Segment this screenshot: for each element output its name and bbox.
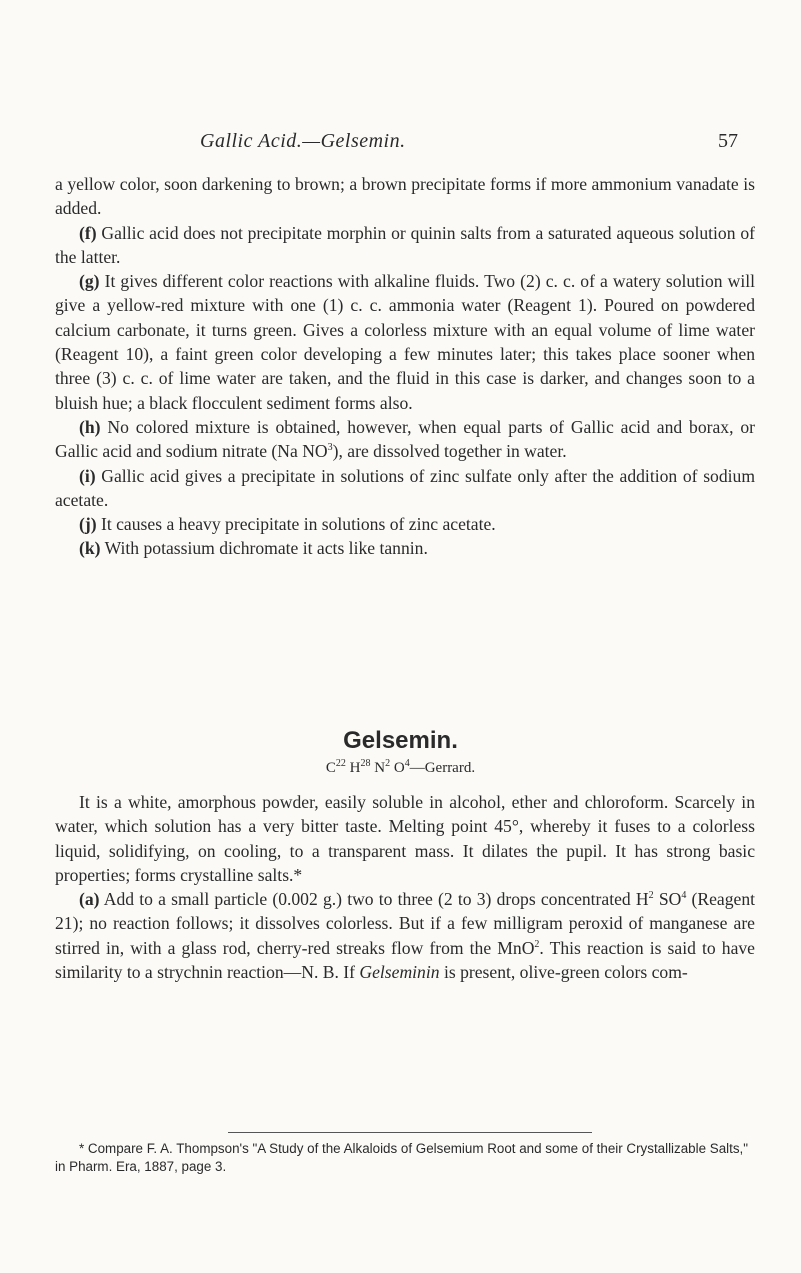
item-k-text: With potassium dichromate it acts like tannin. — [100, 538, 428, 559]
item-a-text-1: Add to a small particle (0.002 g.) two to three (2 to 3) drops concentrated H — [99, 889, 649, 910]
formula-o: O — [390, 760, 405, 776]
footnote — [55, 1140, 755, 1176]
item-h — [55, 415, 755, 464]
item-a-text-3: (Reagent 21); no reaction follows; it dissolves colorless. But if a few milligram peroxid of manganese are stirred in, with a glass rod, cherry-red streaks flow from the MnO — [55, 889, 756, 958]
item-h-label: (h) — [79, 416, 101, 437]
item-g-label: (g) — [79, 271, 100, 292]
formula-c: C — [325, 760, 336, 776]
item-j-label: (j) — [79, 514, 97, 535]
gallic-acid-section — [55, 172, 755, 561]
gelsemin-section — [55, 790, 755, 984]
item-a-text-4: . This reaction is said to have similarity to a strychnin reaction—N. B. If — [55, 937, 755, 983]
item-a-label: (a) — [79, 889, 100, 910]
item-f-text: Gallic acid does not precipitate morphin or quinin salts from a saturated aqueous solution of the latter. — [55, 222, 755, 267]
footnote-divider — [228, 1132, 592, 1133]
item-k — [55, 536, 755, 560]
item-h-superscript: 3 — [327, 442, 333, 454]
formula-author: —Gerrard. — [409, 760, 476, 776]
formula-n: N — [370, 760, 386, 776]
item-f — [55, 221, 755, 270]
running-title: Gallic Acid.—Gelsemin. — [200, 130, 406, 152]
item-j — [55, 512, 755, 536]
item-g — [55, 269, 755, 415]
item-i-text: Gallic acid gives a precipitate in solutions of zinc sulfate only after the addition of sodium acetate. — [55, 465, 755, 510]
chemical-formula — [0, 760, 801, 777]
item-a-text-5: is present, olive-green colors com- — [439, 962, 688, 983]
item-j-text: It causes a heavy precipitate in solutions of zinc acetate. — [96, 514, 496, 535]
item-f-label: (f) — [79, 222, 97, 243]
formula-o-count: 4 — [404, 758, 410, 769]
item-a-sup-2: 4 — [681, 890, 687, 902]
item-h-text-1: No colored mixture is obtained, however, when equal parts of Gallic acid and borax, or Gallic acid and sodium nitrate (Na NO — [55, 416, 755, 462]
item-i — [55, 464, 755, 513]
item-k-label: (k) — [79, 538, 101, 559]
item-a-sup-3: 2 — [534, 938, 540, 950]
paragraph-continued: a yellow color, soon darkening to brown; a brown precipitate forms if more ammonium vanadate is added. — [55, 174, 755, 219]
formula-n-count: 2 — [385, 758, 391, 769]
item-g-text: It gives different color reactions with alkaline fluids. Two (2) c. c. of a watery solution will give a yellow-red mixture with one (1) c. c. ammonia water (Reagent 1). Poured on powdered calcium carbonate, it turns green. Gives a colorless mixture with an equal volume of lime water (Reagent 10), a faint green color developing a few minutes later; this takes place sooner when three (3) c. c. of lime water are taken, and the fluid in this case is darker, and changes soon to a bluish hue; a black flocculent sediment forms also. — [55, 271, 755, 413]
item-a-italic: Gelseminin — [359, 962, 440, 983]
page-number: 57 — [718, 130, 738, 152]
footnote-text: * Compare F. A. Thompson's "A Study of the Alkaloids of Gelsemium Root and some of their Crystallizable Salts," in Pharm. Era, 1887, page 3. — [55, 1141, 749, 1174]
section-heading: Gelsemin. — [343, 727, 458, 754]
item-a-sup-1: 2 — [648, 890, 654, 902]
formula-c-count: 22 — [335, 758, 346, 769]
gelsemin-intro: It is a white, amorphous powder, easily soluble in alcohol, ether and chloroform. Scarcely in water, which solution has a very bitter taste. Melting point 45°, whereby it fuses to a colorless liquid, solidifying, on cooling, to a transparent mass. It dilates the pupil. It has strong basic properties; forms crystalline salts.* — [55, 792, 755, 885]
item-a-text-2: SO — [653, 889, 682, 910]
item-a — [55, 887, 755, 984]
item-i-label: (i) — [79, 465, 96, 486]
formula-h-count: 28 — [360, 758, 371, 769]
running-header — [0, 130, 801, 160]
item-h-text-2: ), are dissolved together in water. — [332, 441, 567, 462]
formula-h: H — [345, 760, 361, 776]
